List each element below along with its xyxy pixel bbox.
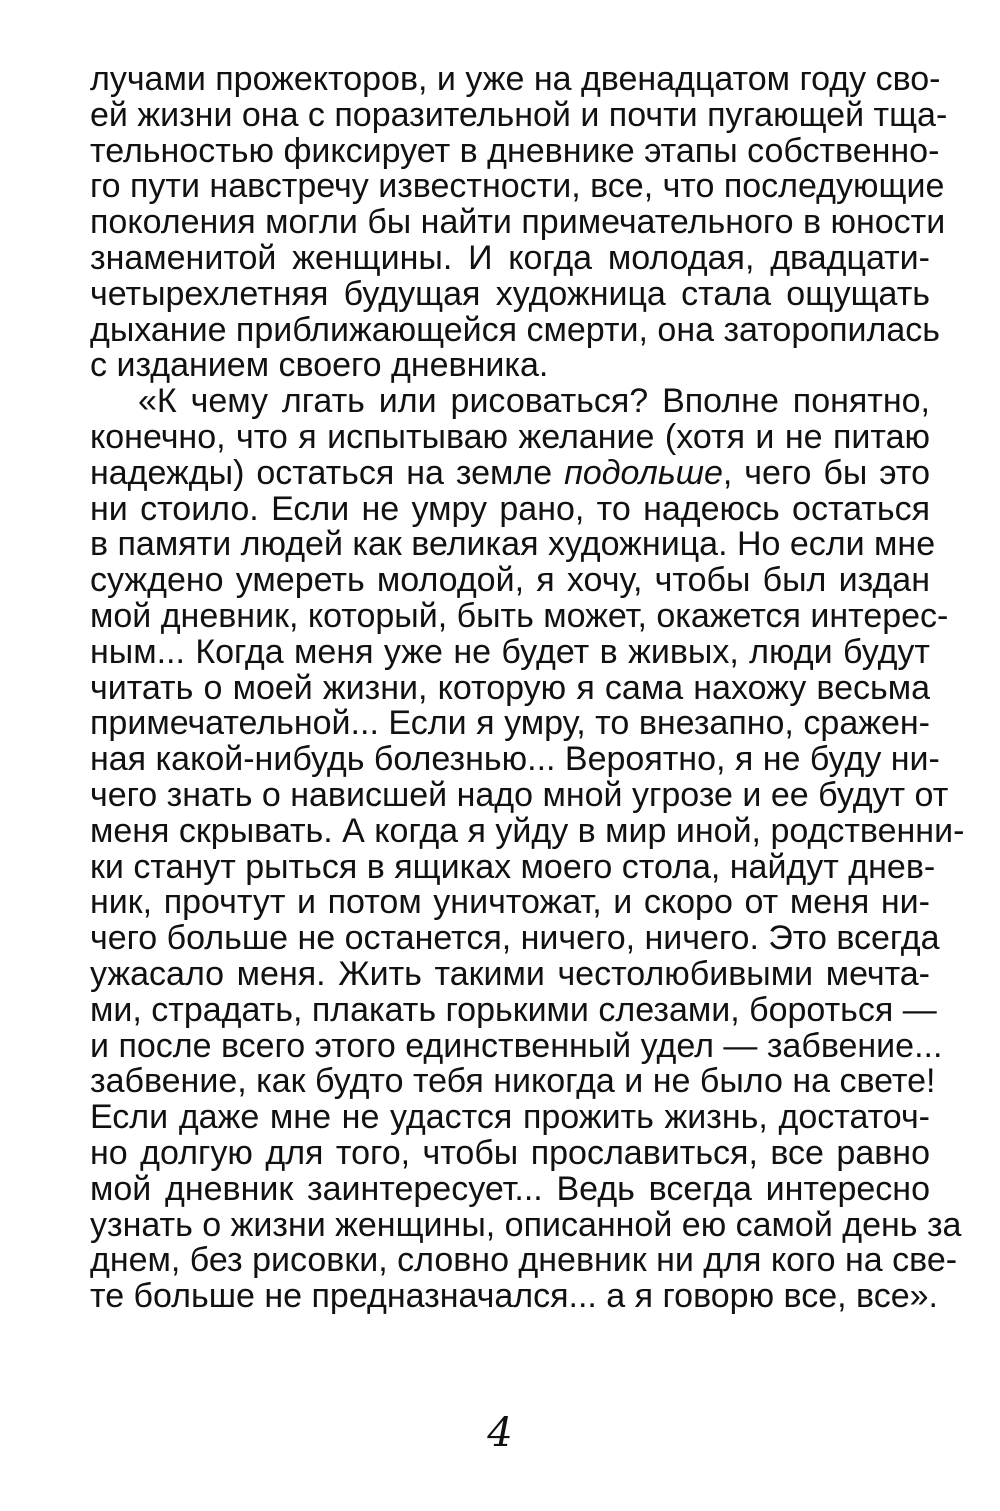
text-line: поколения могли бы найти примечательного в юности xyxy=(90,203,946,242)
text-line: чего больше не останется, ничего, ничего. Это всегда xyxy=(90,919,940,958)
text-line: четырехлетняя будущая художница стала ощущать xyxy=(90,274,930,313)
text-line: ми, страдать, плакать горькими слезами, бороться — xyxy=(90,990,937,1029)
text-line: Если даже мне не удастся прожить жизнь, достаточ- xyxy=(90,1098,930,1137)
text-fragment: надежды) остаться на земле xyxy=(90,453,565,492)
text-line: меня скрывать. А когда я уйду в мир иной, родственни- xyxy=(90,811,965,850)
text-line: го пути навстречу известности, все, что последующие xyxy=(90,167,945,206)
text-line: в памяти людей как великая художница. Но если мне xyxy=(90,525,936,564)
text-line: мой дневник заинтересует... Ведь всегда интересно xyxy=(90,1169,930,1208)
text-line: но долгую для того, чтобы прославиться, все равно xyxy=(90,1133,930,1172)
body-text xyxy=(90,60,965,1316)
paragraph-1 xyxy=(90,60,948,385)
text-line: читать о моей жизни, которую я сама нахожу весьма xyxy=(90,668,930,707)
text-fragment: , чего бы это xyxy=(722,453,930,492)
text-line: примечательной... Если я умру, то внезапно, сражен- xyxy=(90,704,930,743)
text-line: дыхание приближающейся смерти, она заторопилась xyxy=(90,310,940,349)
text-line: тельностью фиксирует в дневнике этапы собственно- xyxy=(90,131,940,170)
text-line: «К чему лгать или рисоваться? Вполне понятно, xyxy=(138,382,930,421)
text-line: ная какой-нибудь болезнью... Вероятно, я не буду ни- xyxy=(90,740,940,779)
text-line: ки станут рыться в ящиках моего стола, найдут днев- xyxy=(90,847,936,886)
text-line: ужасало меня. Жить такими честолюбивыми мечта- xyxy=(90,954,930,993)
text-line: днем, без рисовки, словно дневник ни для кого на све- xyxy=(90,1241,958,1280)
text-line xyxy=(90,453,930,492)
text-line: лучами прожекторов, и уже на двенадцатом году сво- xyxy=(90,60,941,98)
text-line: ным... Когда меня уже не будет в живых, люди будут xyxy=(90,632,930,671)
text-line: с изданием своего дневника. xyxy=(90,346,549,385)
text-line: забвение, как будто тебя никогда и не было на свете! xyxy=(90,1062,936,1101)
text-line: ей жизни она с поразительной и почти пугающей тща- xyxy=(90,95,948,134)
text-line: знаменитой женщины. И когда молодая, двадцати- xyxy=(90,238,930,277)
text-line: конечно, что я испытываю желание (хотя и не питаю xyxy=(90,417,930,456)
text-line: те больше не предназначался... а я говорю все, все». xyxy=(90,1277,938,1316)
text-line: мой дневник, который, быть может, окажется интерес- xyxy=(90,596,949,635)
text-line: ни стоило. Если не умру рано, то надеюсь остаться xyxy=(90,489,930,528)
text-line: суждено умереть молодой, я хочу, чтобы был издан xyxy=(90,561,930,600)
text-line: и после всего этого единственный удел — забвение... xyxy=(90,1026,943,1065)
page-number: 4 xyxy=(487,1410,513,1456)
emphasized-word: подольше xyxy=(564,453,723,492)
text-line: узнать о жизни женщины, описанной ею самой день за xyxy=(90,1205,962,1244)
paragraph-2-quote xyxy=(90,382,965,1316)
text-line: ник, прочтут и потом уничтожат, и скоро от меня ни- xyxy=(90,883,930,922)
text-line: чего знать о нависшей надо мной угрозе и ее будут от xyxy=(90,775,949,814)
